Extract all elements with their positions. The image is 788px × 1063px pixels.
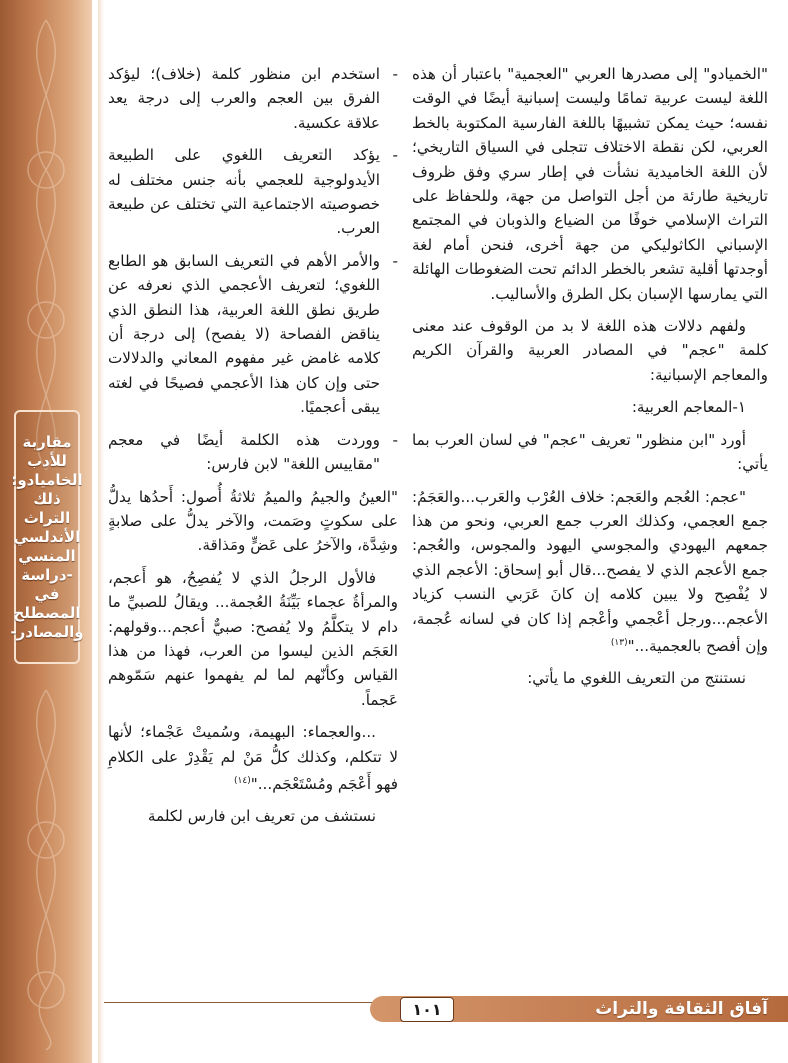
article-title: مقاربة للأدب الخاميادو: ذلك التراث الأندلسي المنسي -دراسة في المصطلح والمصادر- <box>10 432 84 641</box>
bullet-marker: - <box>392 430 398 449</box>
quote-text: ...والعجماء: البهيمة، وسُميتْ عَجْماء؛ لأنها لا تتكلم، وكذلك كلُّ مَنْ لم يَقْدِرْ على الكلامِ فهو أَعْجَم ومُسْتَعْجَم..." <box>108 723 398 794</box>
sidebar-band <box>0 0 92 1063</box>
bullet-item <box>108 249 398 420</box>
bullet-text: ووردت هذه الكلمة أيضًا في معجم "مقاييس اللغة" لابن فارس: <box>108 430 380 474</box>
page-number: ١٠١ <box>400 997 454 1022</box>
quote-text: "عجم: العُجم والعَجم: خلاف العُرْب والعَرب...والعَجَمُ: جمع العجمي، وكذلك العرب جمع العربي، ونحو من هذا جمعهم اليهودي والمجوسي اليهود والمجوس، والعُجم: جمع الأعجم الذي لا يفصح...قال أبو إسحاق: الأعجم الذي لا يُفْصِح ولا يبين كلامه إن كانَ عَرَبي النسب كزياد الأعجم...ورجل أعْجمي وأعْجم إذا كان في لسانه عُجمة، وإن أفصح بالعجمية..." <box>412 487 768 655</box>
right-column <box>412 62 768 699</box>
left-column <box>108 62 398 837</box>
paragraph: نستنتج من التعريف اللغوي ما يأتي: <box>527 669 746 688</box>
bullet-marker: - <box>392 146 398 165</box>
quote-paragraph: فالأول الرجلُ الذي لا يُفصِحُ، هو أَعجم، والمرأةُ عجماء بَيِّنَةُ العُجمة... ويقالُ للصبيِّ ما دام لا يتكلَّمُ ولا يُفصح: صبيٌّ أعجم...وقولهم: العَجَم الذين ليسوا من العرب، فهذا من هذا القياس وكأنّهم لما لم يفهموا عنهم سَمّوهم عَجماً. <box>108 568 398 709</box>
bullet-item <box>108 428 398 477</box>
citation-13: (١٣) <box>610 637 628 648</box>
section-heading: ١-المعاجم العربية: <box>631 398 746 417</box>
paragraph: نستشف من تعريف ابن فارس لكلمة <box>147 807 376 826</box>
bullet-item <box>108 62 398 135</box>
gutter <box>98 0 104 1063</box>
bullet-marker: - <box>392 251 398 270</box>
quote-paragraph: "العينُ والجيمُ والميمُ ثلاثةُ أُصول: أَحدُها يدلُّ على سكوتٍ وصَمت، والآخر يدلُّ على صلابةٍ وشِدَّة، والآخرُ على عَضٍّ ومَذاقة. <box>108 487 398 555</box>
bullet-text: استخدم ابن منظور كلمة (خلاف)؛ ليؤكد الفرق بين العجم والعرب إلى درجة يعد علاقة عكسية. <box>108 65 380 132</box>
paragraph: أورد "ابن منظور" تعريف "عجم" في لسان العرب بما يأتي: <box>412 430 768 474</box>
bullet-item <box>108 143 398 241</box>
sidebar-title-box <box>10 410 84 664</box>
paragraph: ولفهم دلالات هذه اللغة لا بد من الوقوف عند معنى كلمة "عجم" في المصادر العربية والقرآن الكريم والمعاجم الإسبانية: <box>412 317 768 384</box>
bullet-text: والأمر الأهم في التعريف السابق هو الطابع اللغوي؛ لتعريف الأعجمي الذي نعرفه عن طريق نطق اللغة العربية، هذا النطق الذي يناقض الفصاحة (لا يفصح) إلى درجة أن كلامه غامض غير مفهوم المعاني والدلالات حتى وإن كان هذا الأعجمي فصيحًا في لغته يبقى أعجميًا. <box>108 251 380 417</box>
bullet-text: يؤكد التعريف اللغوي على الطبيعة الأيدولوجية للعجمي بأنه جنس مختلف له خصوصيته الاجتماعية التي تختلف عن طبيعة العرب. <box>108 146 380 238</box>
bullet-marker: - <box>392 65 398 83</box>
journal-title: آفاق الثقافة والتراث <box>595 999 768 1019</box>
paragraph: "الخميادو" إلى مصدرها العربي "العجمية" باعتبار أن هذه اللغة ليست عربية تمامًا وليست إسبانية أيضًا في الوقت نفسه؛ حيث يمكن تشبيهًا باللغة الفارسية المكتوبة بالخط العربي، لكن نقطة الاختلاف تتجلى في السياق التاريخي؛ لأن اللغة الخاميدية نشأت في إطار سري وفق ظروف تاريخية طارئة من أجل التواصل من جهة، وللحفاظ على التراث الإسلامي خوفًا من الضياع والذوبان في المجتمع الإسباني الكاثوليكي من جهة أخرى، فنحن أمام لغة أوجدتها أقلية تشعر بالخطر الدائم تحت الضغوطات الهائلة التي يمارسها الإسبان بكل الطرق والأساليب. <box>412 65 768 303</box>
quote-paragraph <box>412 485 768 659</box>
quote-paragraph <box>108 720 398 796</box>
citation-14: (١٤) <box>234 775 251 786</box>
